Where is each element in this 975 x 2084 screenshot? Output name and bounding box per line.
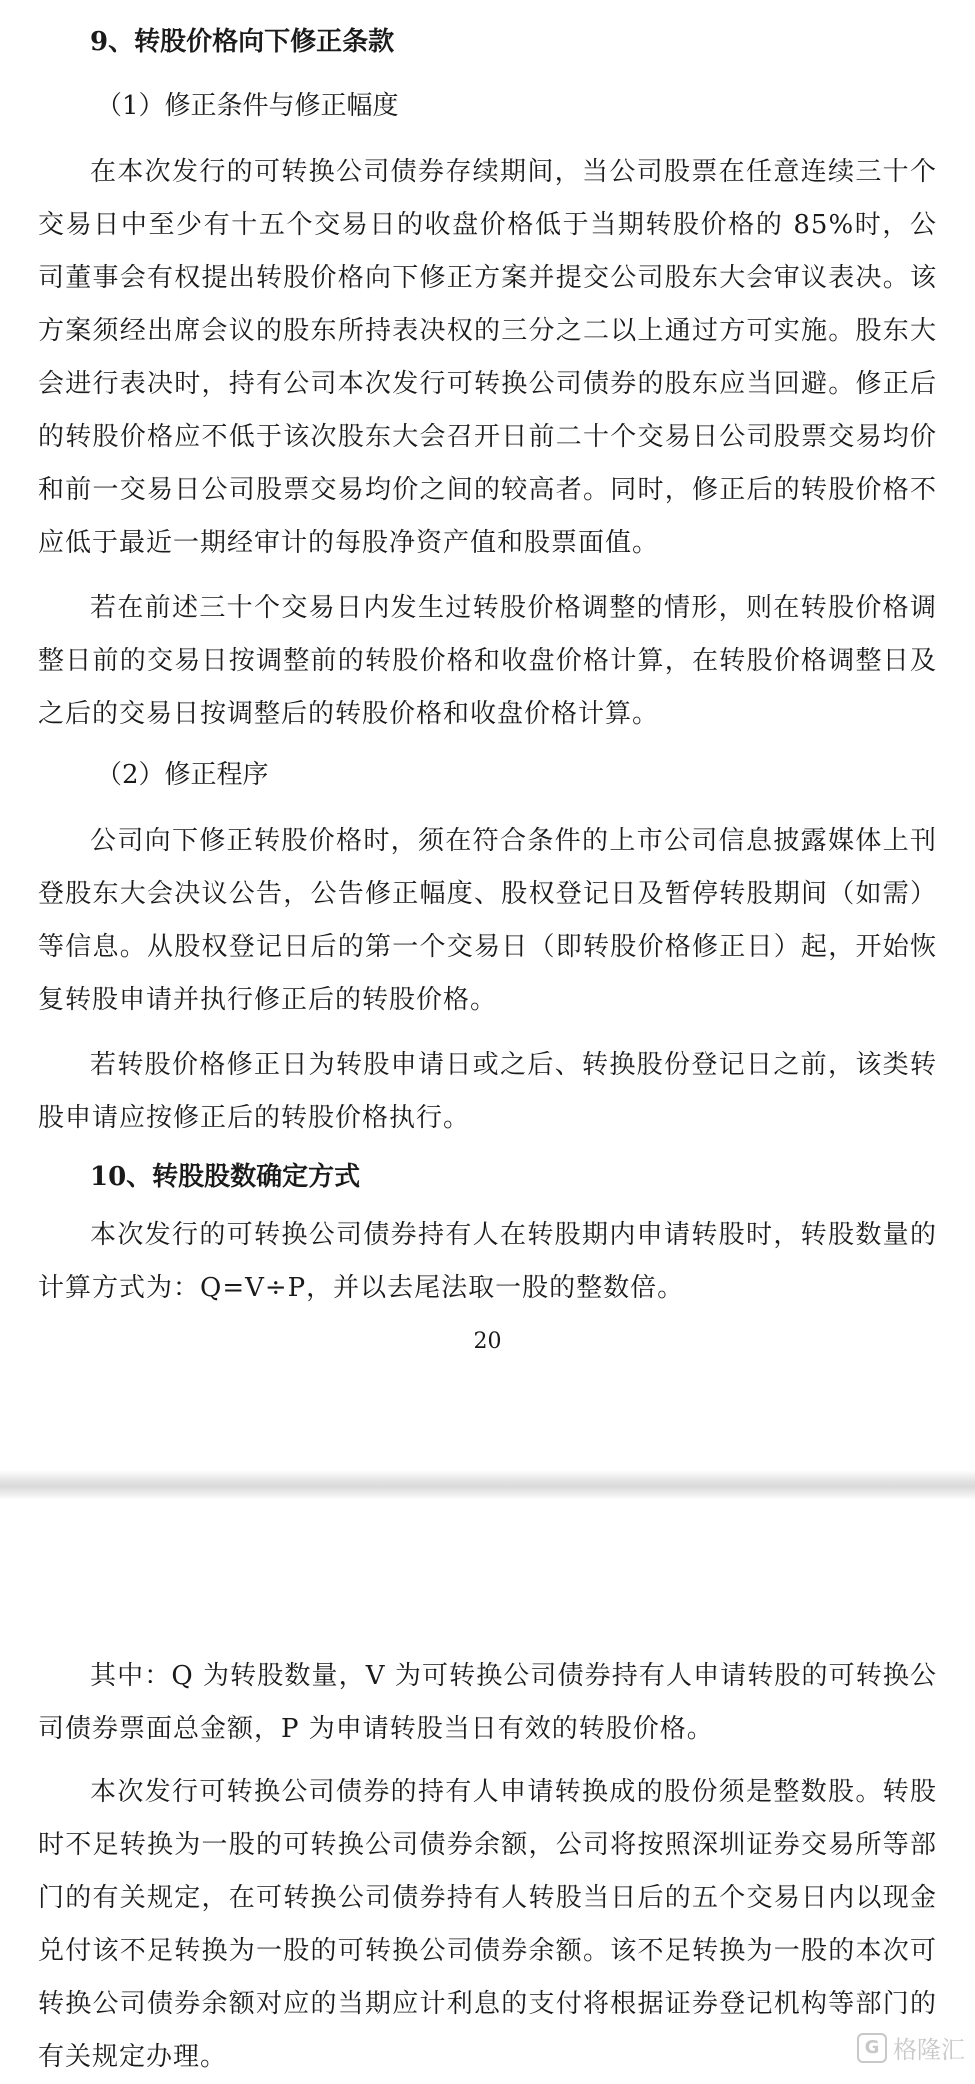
paragraph: 本次发行可转换公司债券的持有人申请转换成的股份须是整数股。转股时不足转换为一股的可转换公司债券余额，公司将按照深圳证券交易所等部门的有关规定，在可转换公司债券持有人转股当日后的五个交易日内以现金兑付该不足转换为一股的可转换公司债券余额。该不足转换为一股的本次可转换公司债券余额对应的当期应计利息的支付将根据证券登记机构等部门的有关规定办理。: [38, 1777, 937, 2072]
paragraph: 公司向下修正转股价格时，须在符合条件的上市公司信息披露媒体上刊登股东大会决议公告，公告修正幅度、股权登记日及暂停转股期间（如需）等信息。从股权登记日后的第一个交易日（即转股价格修正日）起，开始恢复转股申请并执行修正后的转股价格。: [38, 826, 937, 1015]
section-heading-10: 10、转股股数确定方式: [90, 1162, 361, 1192]
paragraph: 若转股价格修正日为转股申请日或之后、转换股份登记日之前，该类转股申请应按修正后的转股价格执行。: [38, 1050, 937, 1133]
page-number: 20: [473, 1329, 502, 1354]
watermark: [857, 2030, 965, 2065]
subsection-heading-2: （2）修正程序: [96, 760, 269, 790]
section-heading-9: 9、转股价格向下修正条款: [90, 27, 395, 57]
subsection-heading-1: （1）修正条件与修正幅度: [96, 91, 399, 121]
paragraph: 在本次发行的可转换公司债券存续期间，当公司股票在任意连续三十个交易日中至少有十五个交易日的收盘价格低于当期转股价格的 85%时，公司董事会有权提出转股价格向下修正方案并提交公司股东大会审议表决。该方案须经出席会议的股东所持表决权的三分之二以上通过方可实施。股东大会进行表决时，持有公司本次发行可转换公司债券的股东应当回避。修正后的转股价格应不低于该次股东大会召开日前二十个交易日公司股票交易均价和前一交易日公司股票交易均价之间的较高者。同时，修正后的转股价格不应低于最近一期经审计的每股净资产值和股票面值。: [38, 157, 937, 558]
document-page-21: [0, 1500, 975, 2071]
paragraph: 其中：Q 为转股数量，V 为可转换公司债券持有人申请转股的可转换公司债券票面总金额，P 为申请转股当日有效的转股价格。: [38, 1661, 937, 1744]
watermark-text: 格隆汇: [893, 2036, 965, 2064]
gelonghui-logo-icon: G: [857, 2033, 887, 2063]
paragraph: 本次发行的可转换公司债券持有人在转股期内申请转股时，转股数量的计算方式为：Q=V÷P，并以去尾法取一股的整数倍。: [38, 1220, 937, 1303]
page-divider: [0, 1470, 975, 1500]
paragraph: 若在前述三十个交易日内发生过转股价格调整的情形，则在转股价格调整日前的交易日按调整前的转股价格和收盘价格计算，在转股价格调整日及之后的交易日按调整后的转股价格和收盘价格计算。: [38, 593, 937, 729]
